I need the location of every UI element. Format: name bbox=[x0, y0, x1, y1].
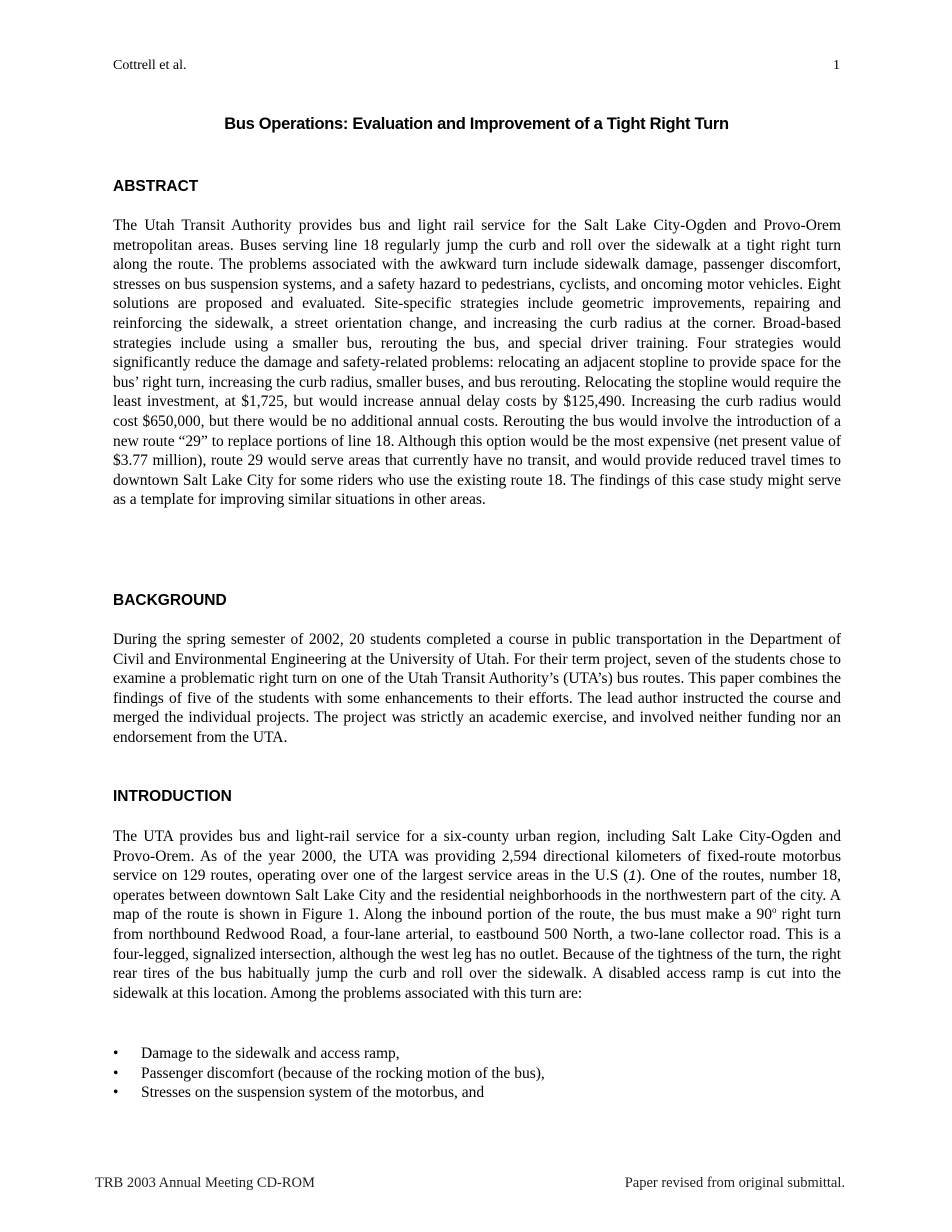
introduction-heading: INTRODUCTION bbox=[113, 788, 232, 805]
background-paragraph bbox=[113, 630, 841, 748]
bullet-icon: • bbox=[113, 1064, 119, 1082]
author-running-head: Cottrell et al. bbox=[113, 58, 187, 73]
footer-revision-note: Paper revised from original submittal. bbox=[624, 1175, 845, 1191]
list-item bbox=[113, 1064, 841, 1084]
abstract-paragraph bbox=[113, 216, 841, 510]
list-item-text: Damage to the sidewalk and access ramp, bbox=[141, 1045, 400, 1062]
intro-text-part1: The UTA provides bus and light-rail service for a six-county urban region, including Salt Lake City-Ogden and Provo-Orem. As of the year 2000, the UTA was providing 2,594 directional kilometers of fixed-route motorbus service on 129 routes, operating over one of the largest service areas in the U.S ( bbox=[113, 828, 841, 885]
degree-superscript: o bbox=[772, 905, 777, 916]
background-heading: BACKGROUND bbox=[113, 592, 227, 609]
background-text: During the spring semester of 2002, 20 students completed a course in public transportation in the Department of Civil and Environmental Engineering at the University of Utah. For their term project, seven of the students chose to examine a problematic right turn on one of the Utah Transit Authority’s (UTA’s) bus routes. This paper combines the findings of five of the students with some enhancements to their efforts. The lead author instructed the course and merged the individual projects. The project was strictly an academic exercise, and involved neither funding nor an endorsement from the UTA. bbox=[113, 631, 841, 746]
paper-title: Bus Operations: Evaluation and Improvement of a Tight Right Turn bbox=[224, 115, 729, 133]
introduction-paragraph bbox=[113, 827, 841, 1003]
bullet-icon: • bbox=[113, 1084, 119, 1102]
bullet-icon: • bbox=[113, 1045, 119, 1062]
list-item bbox=[113, 1083, 841, 1103]
intro-text-part3: right turn from northbound Redwood Road, a four-lane arterial, to eastbound 500 North, a two-lane collector road. This is a four-legged, signalized intersection, although the west leg has no outlet. Because of the tightness of the turn, the right rear tires of the bus habitually jump the curb and roll over the sidewalk. A disabled access ramp is cut into the sidewalk at this location. Among the problems associated with this turn are: bbox=[113, 906, 842, 1002]
abstract-heading: ABSTRACT bbox=[113, 178, 199, 195]
list-item bbox=[113, 1044, 841, 1064]
abstract-text: The Utah Transit Authority provides bus and light rail service for the Salt Lake City-Ogden and Provo-Orem metropolitan areas. Buses serving line 18 regularly jump the curb and roll over the sidewalk at a tight right turn along the route. The problems associated with the awkward turn include sidewalk damage, passenger discomfort, stresses on bus suspension systems, and a safety hazard to pedestrians, cyclists, and oncoming motor vehicles. Eight solutions are proposed and evaluated. Site-specific strategies include geometric improvements, repairing and reinforcing the sidewalk, a street orientation change, and increasing the curb radius at the corner. Broad-based strategies include using a smaller bus, rerouting the bus, and special driver training. Four strategies would significantly reduce the damage and safety-related problems: relocating an adjacent stopline to provide space for the bus’ right turn, increasing the curb radius, smaller buses, and bus rerouting. Relocating the stopline would require the least investment, at $1,725, but would increase annual delay costs by $125,490. Increasing the curb radius would cost $650,000, but there would be no additional annual costs. Rerouting the bus would involve the introduction of a new route “29” to replace portions of line 18. Although this option would be the most expensive (net present value of $3.77 million), route 29 would serve areas that currently have no transit, and would provide reduced travel times to downtown Salt Lake City for some riders who use the existing route 18. The findings of this case study might serve as a template for improving similar situations in other areas. bbox=[113, 217, 841, 509]
problem-list bbox=[113, 1044, 841, 1103]
introduction-text bbox=[113, 827, 841, 1003]
citation-reference: 1 bbox=[628, 867, 637, 884]
list-item-text: Stresses on the suspension system of the motorbus, and bbox=[141, 1084, 485, 1102]
list-item-text: Passenger discomfort (because of the rocking motion of the bus), bbox=[141, 1064, 545, 1082]
intro-text-part2: ). One of the routes, number 18, operates between downtown Salt Lake City and the residential neighborhoods in the northwestern part of the city. A map of the route is shown in Figure 1. Along the inbound portion of the route, the bus must make a 90 bbox=[113, 867, 842, 924]
footer-conference: TRB 2003 Annual Meeting CD-ROM bbox=[95, 1175, 315, 1191]
page-number: 1 bbox=[833, 58, 840, 73]
